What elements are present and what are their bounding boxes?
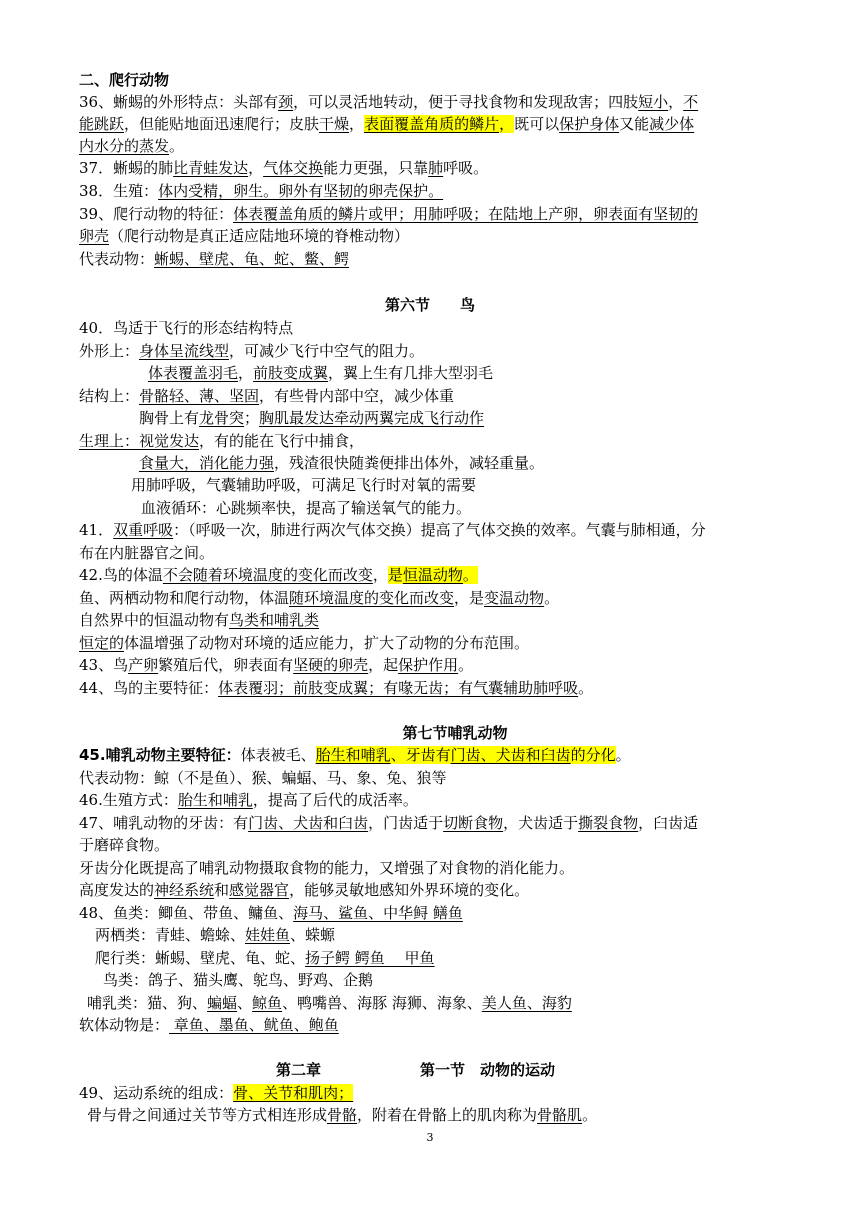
text: 。	[582, 1106, 598, 1124]
underlined-text: 体内受精，卵生。卵外有坚韧的卵壳保护。	[158, 182, 444, 200]
underlined-text: 龙骨突	[199, 409, 245, 427]
text: 软体动物是：	[79, 1016, 170, 1034]
text: 高度发达的	[79, 881, 155, 899]
text: ，残渣很快随粪便排出体外，减轻重量。	[274, 454, 545, 472]
text: ，能够灵敏地感知外界环境的变化。	[289, 881, 530, 899]
text: （爬行动物是真正适应陆地环境的脊椎动物）	[109, 227, 410, 245]
bird-breathing: 用肺呼吸，气囊辅助呼吸，可满足飞行时对氧的需要	[131, 476, 477, 494]
underlined-text: 蝙蝠	[207, 994, 238, 1012]
text: ，翼上生有几排大型羽毛	[328, 364, 494, 382]
underlined-text: 神经系统	[154, 881, 215, 899]
underlined-text: 切断食物	[443, 814, 504, 832]
highlighted-text: 是	[387, 566, 403, 584]
underlined-text: 卵壳	[79, 227, 110, 245]
item-48-reptiles	[95, 947, 815, 969]
text: 能力更强，只靠	[323, 159, 429, 177]
highlighted-text: 恒温动物	[402, 566, 463, 584]
underlined-text: 视觉发达	[139, 432, 200, 450]
text: 体表被毛、	[240, 746, 316, 764]
teeth-differentiation: 牙齿分化既提高了哺乳动物摄取食物的能力，又增强了对食物的消化能力。	[79, 859, 575, 877]
underlined-text: 气体交换	[263, 159, 324, 177]
item-48-mollusks	[79, 1014, 799, 1036]
highlighted-text: 。	[462, 566, 478, 584]
cold-blooded-animals	[79, 587, 799, 609]
item-46	[79, 789, 799, 811]
underlined-text: 保护作用	[398, 656, 459, 674]
text: ：（呼吸一次，肺进行两次气体交换）提高了气体交换的效率。气囊与肺相通，分	[173, 521, 706, 539]
underlined-text: 娃娃鱼	[245, 926, 291, 944]
item-38	[79, 180, 799, 202]
text: ，可减少飞行中空气的阻力。	[229, 342, 425, 360]
underlined-text: 产卵	[128, 656, 159, 674]
item-40: 40．鸟适于飞行的形态结构特点	[79, 319, 294, 337]
item-39-line-1	[79, 203, 799, 225]
text: 46.生殖方式：	[79, 791, 178, 809]
text: 。	[458, 656, 474, 674]
section-heading-mammal: 第七节哺乳动物	[402, 724, 508, 742]
text: 49、运动系统的组成：	[79, 1084, 234, 1102]
underlined-text: 门齿、犬齿和臼齿	[248, 814, 369, 832]
underlined-text: 能跳跃	[79, 115, 125, 133]
underlined-text: 海马、鲨鱼、中华鲟 鳝鱼	[293, 904, 463, 922]
text: 。	[544, 589, 560, 607]
section-heading-bird: 第六节 鸟	[384, 296, 475, 314]
text: ，是	[454, 589, 485, 607]
underlined-text: 食量大，消化能力强	[139, 454, 275, 472]
section-heading-reptile: 二、爬行动物	[79, 71, 170, 89]
underlined-text: 鲸鱼	[252, 994, 283, 1012]
text: ，可以灵活地转动，便于寻找食物和发现敌害；四肢	[293, 93, 639, 111]
underlined-text: 身体呈流线型	[139, 342, 230, 360]
text: 又能	[619, 115, 650, 133]
underlined-text: 不	[683, 93, 699, 111]
underlined-text: 前肢变成翼	[253, 364, 329, 382]
text: ，提高了后代的成活率。	[252, 791, 418, 809]
text: 38．生殖：	[79, 182, 159, 200]
page-number: 3	[426, 1131, 434, 1144]
text: ，犬齿适于	[503, 814, 579, 832]
text: 自然界中的恒温动物有	[79, 611, 230, 629]
text: 41．	[79, 521, 114, 539]
chapter-heading: 第二章	[276, 1061, 322, 1079]
nervous-system	[79, 879, 799, 901]
highlighted-text: 表面覆盖角质的鳞片	[364, 115, 500, 133]
text: ，有的能在飞行中捕食，	[199, 432, 365, 450]
text: 47、哺乳动物的牙齿：有	[79, 814, 249, 832]
text: 43、鸟	[79, 656, 129, 674]
item-43	[79, 654, 799, 676]
underlined-text: 肺	[428, 159, 444, 177]
bold-text: 45.哺乳动物主要特征：	[79, 746, 241, 764]
underlined-text: 蜥蜴、壁虎、龟、蛇、鳖、鳄	[154, 250, 350, 268]
item-48-birds: 鸟类：鸽子、猫头鹰、鸵鸟、野鸡、企鹅	[103, 971, 374, 989]
item-49	[79, 1082, 799, 1104]
text: 36、蜥蜴的外形特点：头部有	[79, 93, 279, 111]
text: 42.鸟的体温	[79, 566, 163, 584]
underlined-text: 干燥	[319, 115, 350, 133]
underlined-text: 骨骼肌	[537, 1106, 583, 1124]
underlined-text: 感觉器官	[229, 881, 290, 899]
bird-feathers	[148, 362, 860, 384]
underlined-text: 生理上：	[79, 432, 140, 450]
underlined-text: 撕裂食物	[578, 814, 639, 832]
text: ，	[372, 566, 388, 584]
highlighted-text: 胎生和哺乳	[315, 746, 391, 764]
representative-mammals: 代表动物：鲸（不是鱼）、猴、蝙蝠、马、象、兔、狼等	[79, 769, 447, 787]
text: 胸骨上有	[139, 409, 200, 427]
underlined-text: 骨骼轻、薄、坚固	[139, 387, 260, 405]
bone-skeleton	[87, 1104, 807, 1126]
text: ，起	[368, 656, 399, 674]
text: 37．蜥蜴的肺	[79, 159, 174, 177]
text: ，	[238, 364, 254, 382]
underlined-text: 美人鱼、海豹	[481, 994, 572, 1012]
text: ，臼齿适	[638, 814, 699, 832]
underlined-text: 扬子鳄 鳄鱼 甲鱼	[305, 949, 435, 967]
text: ，	[668, 93, 684, 111]
item-48-amphibians	[95, 924, 815, 946]
text: 44、鸟的主要特征：	[79, 679, 219, 697]
bird-keel	[139, 407, 859, 429]
item-48-fish	[79, 902, 799, 924]
text: 和	[214, 881, 230, 899]
text: 体温增强了动物对环境的适应能力，扩大了动物的分布范围。	[124, 634, 530, 652]
text: 骨与骨之间通过关节等方式相连形成	[87, 1106, 328, 1124]
highlighted-text: 的分化	[570, 746, 616, 764]
text: ，但能贴地面迅速爬行；皮肤	[124, 115, 320, 133]
representative-reptiles	[79, 248, 799, 270]
text: 鱼、两栖动物和爬行动物，体温	[79, 589, 290, 607]
text: 结构上：	[79, 387, 140, 405]
underlined-text: 减少体	[649, 115, 695, 133]
text: 哺乳类：猫、狗、	[87, 994, 208, 1012]
constant-temperature	[79, 632, 799, 654]
underlined-text: 变温动物	[484, 589, 545, 607]
item-36-line-2	[79, 113, 799, 135]
item-39-line-2	[79, 225, 799, 247]
bird-physiology	[79, 430, 799, 452]
bird-shape	[79, 340, 799, 362]
highlighted-text: ，	[499, 115, 515, 133]
underlined-text: 恒定的	[79, 634, 125, 652]
text: 爬行类：蜥蜴、壁虎、龟、蛇、	[95, 949, 306, 967]
text: 。	[578, 679, 594, 697]
item-36-line-1	[79, 91, 799, 113]
item-47-line-2: 于磨碎食物。	[79, 836, 170, 854]
highlighted-text: 骨、关节和肌肉	[233, 1084, 339, 1102]
text: 呼吸。	[443, 159, 489, 177]
item-37	[79, 157, 799, 179]
underlined-text: 随环境温度的变化而改变	[289, 589, 455, 607]
text: 。	[169, 137, 185, 155]
bird-structure	[79, 385, 799, 407]
item-44	[79, 677, 799, 699]
text: 代表动物：	[79, 250, 155, 268]
text: 、鸭嘴兽、海豚 海狮、海象、	[282, 994, 482, 1012]
bird-digestion	[139, 452, 859, 474]
underlined-text: 保护身体	[559, 115, 620, 133]
highlighted-text: 、牙齿有	[390, 746, 451, 764]
item-36-line-3	[79, 135, 799, 157]
underlined-text: 章鱼、墨鱼、鱿鱼、鲍鱼	[169, 1016, 339, 1034]
text: ，有些骨内部中空，减少体重	[259, 387, 455, 405]
underlined-text: 胸肌最发达牵动两翼完成飞行动作	[259, 409, 485, 427]
underlined-text: 不会随着环境温度的变化而改变	[162, 566, 373, 584]
underlined-text: 双重呼吸	[113, 521, 174, 539]
underlined-text: 体表覆羽；前肢变成翼；有喙无齿；有气囊辅助肺呼吸	[218, 679, 579, 697]
underlined-text: 体表覆盖羽毛	[148, 364, 239, 382]
underlined-text: 胎生和哺乳	[177, 791, 253, 809]
underlined-text: 颈	[278, 93, 294, 111]
underlined-text: 鸟类和哺乳类	[229, 611, 320, 629]
text: 两栖类：青蛙、蟾蜍、	[95, 926, 246, 944]
text: 、	[237, 994, 253, 1012]
section-heading-movement: 第一节 动物的运动	[420, 1061, 556, 1079]
text: 外形上：	[79, 342, 140, 360]
underlined-text: 骨骼	[327, 1106, 358, 1124]
warm-blooded-animals	[79, 609, 799, 631]
text: 。	[615, 746, 631, 764]
item-41-line-2: 布在内脏器官之间。	[79, 544, 215, 562]
highlighted-text: 门齿、犬齿和臼齿	[450, 746, 571, 764]
item-41-line-1	[79, 519, 799, 541]
underlined-text: 内水分的蒸发	[79, 137, 170, 155]
text: ；	[244, 409, 260, 427]
text: ，	[248, 159, 264, 177]
text: 繁殖后代，卵表面有	[158, 656, 294, 674]
item-47-line-1	[79, 812, 799, 834]
underlined-text: 坚硬的卵壳	[293, 656, 369, 674]
text: ，	[349, 115, 365, 133]
item-42	[79, 564, 799, 586]
bird-circulation: 血液循环：心跳频率快，提高了输送氧气的能力。	[141, 499, 472, 517]
text: 、蝾螈	[290, 926, 336, 944]
text: ，门齿适于	[368, 814, 444, 832]
text: 既可以	[514, 115, 560, 133]
underlined-text: 体表覆盖角质的鳞片或甲；用肺呼吸；在陆地上产卵，卵表面有坚韧的	[233, 205, 699, 223]
item-45	[79, 744, 799, 766]
item-48-mammals	[87, 992, 807, 1014]
underlined-text: 比青蛙发达	[173, 159, 249, 177]
text: 48、鱼类：鲫鱼、带鱼、鳙鱼、	[79, 904, 294, 922]
text: ，附着在骨骼上的肌肉称为	[357, 1106, 538, 1124]
underlined-text: 短小	[638, 93, 669, 111]
text: 39、爬行动物的特征：	[79, 205, 234, 223]
highlighted-text: ；	[338, 1084, 354, 1102]
